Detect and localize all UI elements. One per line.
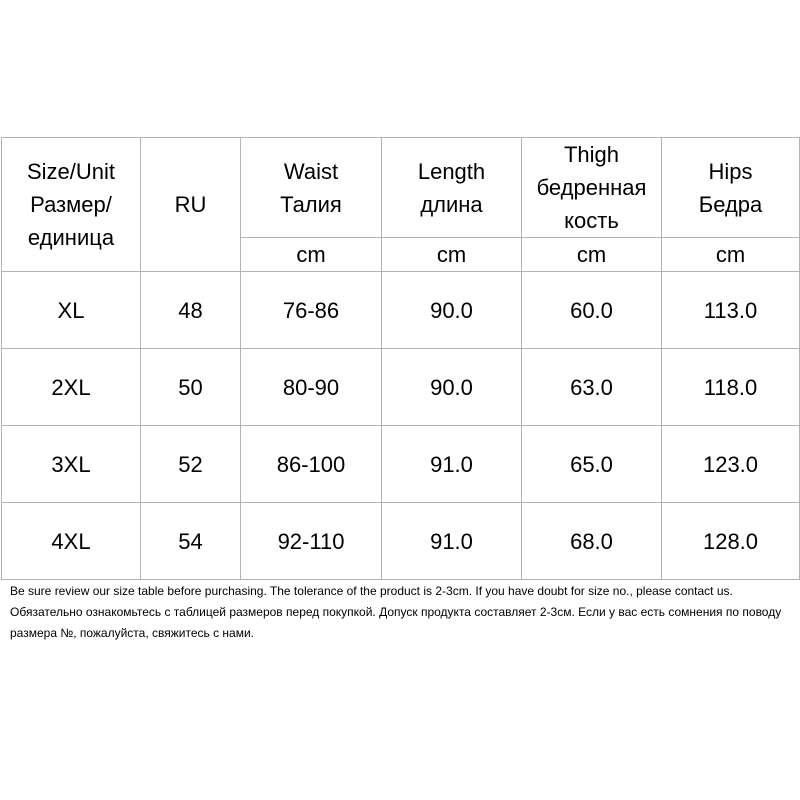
header-hips <box>662 138 800 238</box>
cell-waist: 92-110 <box>241 503 382 580</box>
header-waist-line-1: Waist <box>283 158 339 184</box>
cell-hips: 113.0 <box>662 272 800 349</box>
header-hips-line-1: Hips <box>708 158 753 184</box>
cell-size: 3XL <box>2 426 141 503</box>
header-thigh-line-3: кость <box>564 208 619 233</box>
cell-size: 2XL <box>2 349 141 426</box>
table-row <box>2 503 800 580</box>
cell-thigh: 65.0 <box>522 426 662 503</box>
table-row <box>2 349 800 426</box>
cell-hips: 128.0 <box>662 503 800 580</box>
cell-hips: 118.0 <box>662 349 800 426</box>
cell-waist: 80-90 <box>241 349 382 426</box>
cell-waist: 76-86 <box>241 272 382 349</box>
header-size-line-1: Size/Unit <box>26 159 116 184</box>
cell-length: 91.0 <box>382 503 522 580</box>
unit-length: cm <box>382 238 522 272</box>
size-chart-table <box>1 137 800 580</box>
note-russian-line-2: размера №, пожалуйста, свяжитесь с нами. <box>10 626 255 640</box>
table-row <box>2 272 800 349</box>
cell-ru: 54 <box>141 503 241 580</box>
header-size-unit <box>2 138 141 272</box>
header-length-line-1: Length <box>417 158 486 184</box>
header-thigh-line-1: Thigh <box>563 142 620 167</box>
header-row <box>2 138 800 238</box>
cell-hips: 123.0 <box>662 426 800 503</box>
cell-waist: 86-100 <box>241 426 382 503</box>
unit-thigh: cm <box>522 238 662 272</box>
cell-thigh: 60.0 <box>522 272 662 349</box>
unit-waist: cm <box>241 238 382 272</box>
cell-thigh: 68.0 <box>522 503 662 580</box>
unit-hips: cm <box>662 238 800 272</box>
cell-length: 90.0 <box>382 272 522 349</box>
cell-thigh: 63.0 <box>522 349 662 426</box>
cell-length: 91.0 <box>382 426 522 503</box>
cell-size: XL <box>2 272 141 349</box>
header-length-line-2: длина <box>420 191 483 217</box>
header-waist <box>241 138 382 238</box>
note-english: Be sure review our size table before purchasing. The tolerance of the product is 2-3cm. If you have doubt for size no., please contact us. <box>10 584 733 598</box>
note-russian-line-1: Обязательно ознакомьтесь с таблицей размеров перед покупкой. Допуск продукта составляет 2-3см. Если у вас есть сомнения по поводу <box>10 605 782 619</box>
header-thigh <box>522 138 662 238</box>
table-row <box>2 426 800 503</box>
header-waist-line-2: Талия <box>280 191 342 217</box>
cell-ru: 48 <box>141 272 241 349</box>
header-ru: RU <box>141 138 241 272</box>
cell-ru: 52 <box>141 426 241 503</box>
header-size-line-2: Размер/ <box>30 192 112 217</box>
header-hips-line-2: Бедра <box>698 191 763 217</box>
header-thigh-line-2: бедренная <box>536 175 647 200</box>
cell-length: 90.0 <box>382 349 522 426</box>
cell-size: 4XL <box>2 503 141 580</box>
cell-ru: 50 <box>141 349 241 426</box>
header-size-line-3: единица <box>27 225 115 250</box>
header-length <box>382 138 522 238</box>
